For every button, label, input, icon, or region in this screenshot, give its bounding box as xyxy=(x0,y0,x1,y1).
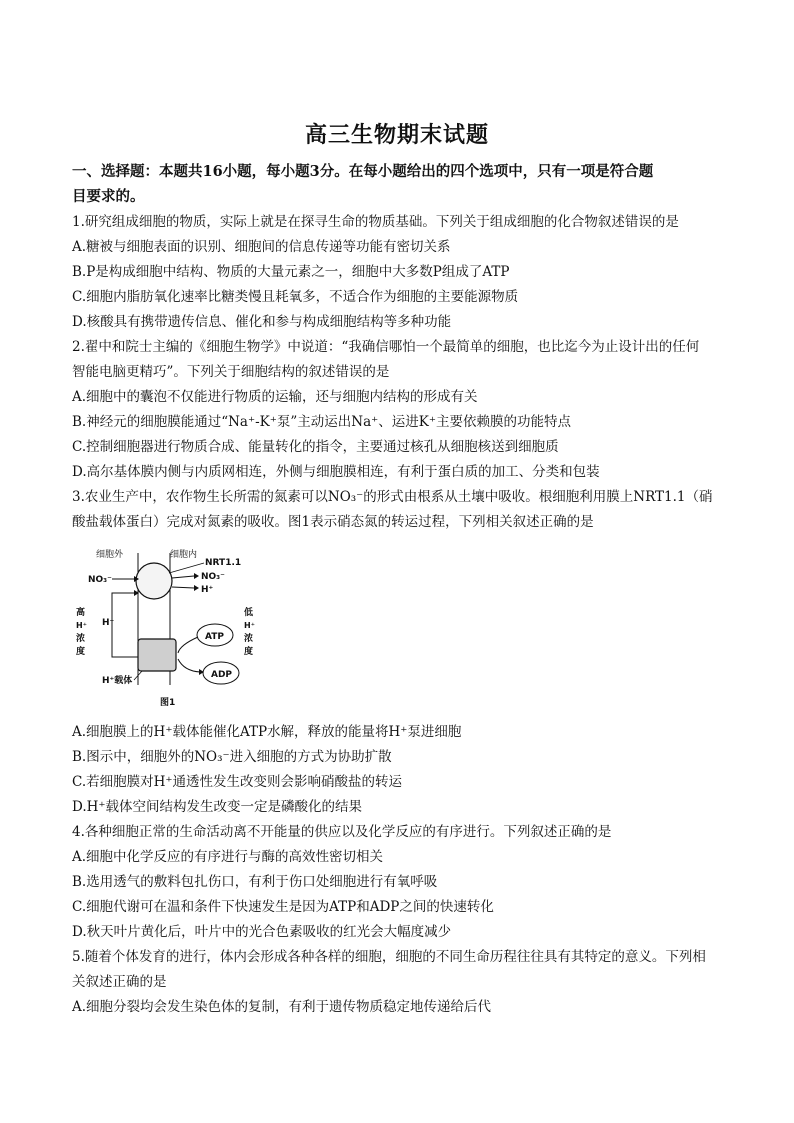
question-1-option-d: D.核酸具有携带遗传信息、催化和参与构成细胞结构等多种功能 xyxy=(72,314,452,330)
figure-high-label-4: 度 xyxy=(76,647,86,657)
question-2-option-d: D.高尔基体膜内侧与内质网相连，外侧与细胞膜相连，有利于蛋白质的加工、分类和包装 xyxy=(72,464,600,480)
question-1-option-b: B.P是构成细胞中结构、物质的大量元素之一，细胞中大多数P组成了ATP xyxy=(72,264,510,280)
section-heading-line2: 目要求的。 xyxy=(72,188,145,205)
figure-nrt-pointer-line xyxy=(169,563,204,573)
section-heading-line1: 一、选择题：本题共16小题，每小题3分。在每小题给出的四个选项中，只有一项是符合题 xyxy=(72,163,654,180)
question-3-stem-line1: 3.农业生产中，农作物生长所需的氮素可以NO₃⁻的形式由根系从土壤中吸收。根细胞利用膜上NRT1.1（硝 xyxy=(72,489,713,505)
question-4-option-b: B.选用透气的敷料包扎伤口，有利于伤口处细胞进行有氧呼吸 xyxy=(72,874,438,890)
question-2-option-c: C.控制细胞器进行物质合成、能量转化的指令，主要通过核孔从细胞核送到细胞质 xyxy=(72,439,559,455)
figure-adp-label: ADP xyxy=(211,670,233,680)
question-3-option-d: D.H⁺载体空间结构发生改变一定是磷酸化的结果 xyxy=(72,799,363,815)
figure-h-out-arrow xyxy=(172,587,194,588)
question-3-option-a: A.细胞膜上的H⁺载体能催化ATP水解，释放的能量将H⁺泵进细胞 xyxy=(72,724,462,740)
figure-low-label-4: 度 xyxy=(244,647,254,657)
figure-carrier-to-adp-curve xyxy=(178,659,200,672)
figure-no3-outside-label: NO₃⁻ xyxy=(88,575,112,585)
question-4-option-c: C.细胞代谢可在温和条件下快速发生是因为ATP和ADP之间的快速转化 xyxy=(72,899,494,915)
figure-caption: 图1 xyxy=(160,698,176,708)
figure-high-label-1: 高 xyxy=(76,608,86,618)
figure-low-label-2: H⁺ xyxy=(244,621,255,630)
question-1-option-c: C.细胞内脂肪氧化速率比糖类慢且耗氧多，不适合作为细胞的主要能源物质 xyxy=(72,289,519,305)
figure-atp-to-carrier-curve xyxy=(178,637,198,653)
question-4-option-a: A.细胞中化学反应的有序进行与酶的高效性密切相关 xyxy=(72,849,384,865)
question-2-stem-line2: 智能电脑更精巧”。下列关于细胞结构的叙述错误的是 xyxy=(72,364,390,380)
figure-h-out-arrowhead xyxy=(194,585,199,591)
question-5-option-a: A.细胞分裂均会发生染色体的复制，有利于遗传物质稳定地传递给后代 xyxy=(72,999,492,1015)
question-3-option-c: C.若细胞膜对H⁺通透性发生改变则会影响硝酸盐的转运 xyxy=(72,774,403,790)
figure-outside-label: 细胞外 xyxy=(96,550,124,560)
figure-no3-inside-label: NO₃⁻ xyxy=(201,572,225,582)
figure-h-carrier-box xyxy=(138,639,176,671)
question-5-stem-line1: 5.随着个体发育的进行，体内会形成各种各样的细胞，细胞的不同生命历程往往具有其特定的意义。下列相 xyxy=(72,949,706,965)
question-2-option-a: A.细胞中的囊泡不仅能进行物质的运输，还与细胞内结构的形成有关 xyxy=(72,389,478,405)
figure-no3-out-arrow xyxy=(172,576,194,578)
question-2-option-b: B.神经元的细胞膜能通过“Na⁺-K⁺泵”主动运出Na⁺、运进K⁺主要依赖膜的功能特点 xyxy=(72,414,571,430)
figure-low-label-1: 低 xyxy=(244,608,254,618)
figure-h-inside-label: H⁺ xyxy=(201,585,214,595)
page-title: 高三生物期末试题 xyxy=(304,122,489,148)
figure-carrier-label: H⁺载体 xyxy=(102,676,133,686)
figure-no3-out-arrowhead xyxy=(194,573,199,579)
figure-inside-label: 细胞内 xyxy=(170,550,198,560)
question-1-option-a: A.糖被与细胞表面的识别、细胞间的信息传递等功能有密切关系 xyxy=(72,239,451,255)
figure-low-label-3: 浓 xyxy=(244,634,254,644)
question-2-stem-line1: 2.翟中和院士主编的《细胞生物学》中说道：“我确信哪怕一个最简单的细胞，也比迄今为止设计出的任何 xyxy=(72,339,700,355)
figure-nrt-transporter-circle xyxy=(136,563,172,599)
figure-1-nitrate-transport-diagram xyxy=(72,545,272,715)
question-5-stem-line2: 关叙述正确的是 xyxy=(72,974,167,990)
question-3-stem-line2: 酸盐载体蛋白）完成对氮素的吸收。图1表示硝态氮的转运过程，下列相关叙述正确的是 xyxy=(72,514,594,530)
figure-h-mid-label: H⁺ xyxy=(102,618,115,628)
question-4-stem: 4.各种细胞正常的生命活动离不开能量的供应以及化学反应的有序进行。下列叙述正确的是 xyxy=(72,824,612,840)
figure-high-label-2: H⁺ xyxy=(76,621,87,630)
figure-high-label-3: 浓 xyxy=(76,634,86,644)
figure-nrt-label: NRT1.1 xyxy=(205,558,242,568)
question-3-option-b: B.图示中，细胞外的NO₃⁻进入细胞的方式为协助扩散 xyxy=(72,749,392,765)
question-4-option-d: D.秋天叶片黄化后，叶片中的光合色素吸收的红光会大幅度减少 xyxy=(72,924,452,940)
question-1-stem: 1.研究组成细胞的物质，实际上就是在探寻生命的物质基础。下列关于组成细胞的化合物叙述错误的是 xyxy=(72,214,679,230)
figure-atp-label: ATP xyxy=(205,632,225,642)
